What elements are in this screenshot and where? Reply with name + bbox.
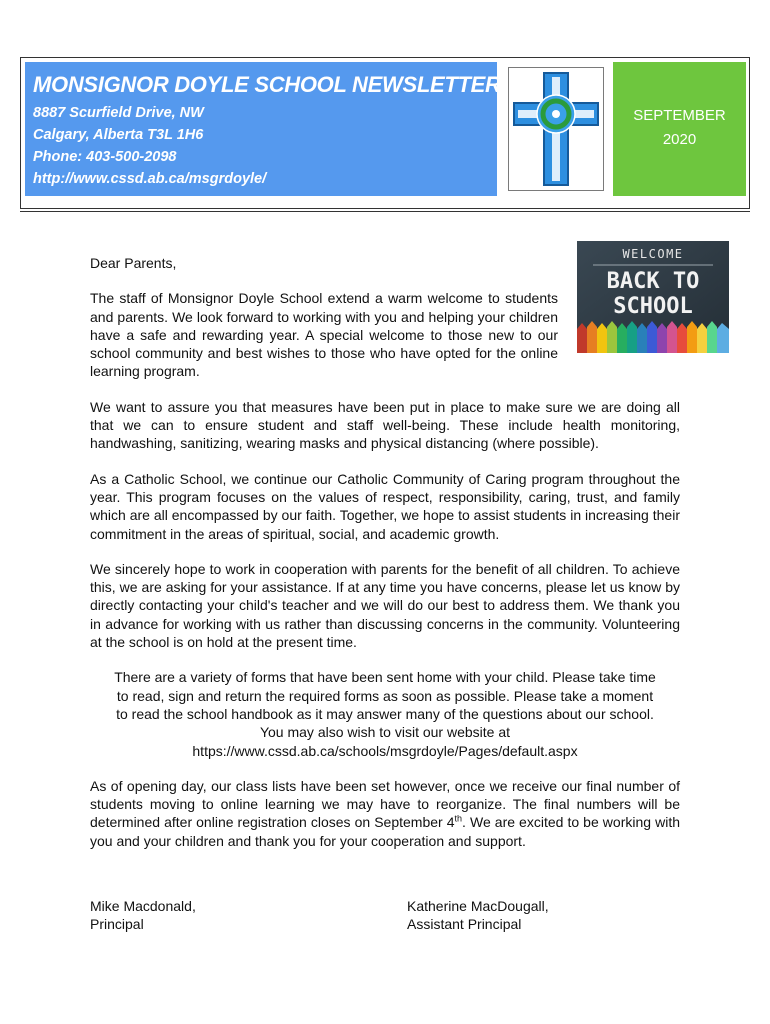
school-contact-block [33, 102, 266, 190]
paragraph-safety: We want to assure you that measures have been put in place to make sure we are doing all that we can to ensure student and staff well-being. These include health monitoring, handwashing, sanitizing, wearing masks and physical distancing (where possible). [90, 398, 680, 452]
principal-title: Principal [90, 916, 144, 933]
class-lists-text-a: As of opening day, our class lists have been set however, once we receive our final number of students moving to online learning we may have to reorganize. The final numbers will be determined after online registration closes on September 4 [90, 777, 680, 831]
newsletter-title: MONSIGNOR DOYLE SCHOOL NEWSLETTER [33, 72, 501, 97]
address-line-2: Calgary, Alberta T3L 1H6 [33, 127, 204, 143]
issue-date-panel [613, 62, 746, 196]
ordinal-suffix: th [454, 813, 463, 824]
forms-line-2: to read, sign and return the required forms as soon as possible. Please take a moment [116, 687, 654, 704]
forms-line-4: You may also wish to visit our website at [259, 724, 511, 741]
cross-logo-icon [508, 67, 604, 191]
back-to-text: BACK TO [606, 269, 700, 294]
school-logo [508, 67, 604, 191]
issue-year: 2020 [662, 131, 697, 148]
welcome-text: WELCOME [622, 247, 684, 261]
header-info-panel [25, 62, 501, 196]
website-link[interactable]: http://www.cssd.ab.ca/msgrdoyle/ [33, 171, 267, 187]
paragraph-class-lists [90, 777, 680, 850]
principal-name: Mike Macdonald, [90, 898, 196, 914]
paragraph-catholic-community: As a Catholic School, we continue our Catholic Community of Caring program throughout the year. This program focuses on the values of respect, responsibility, caring, trust, and family which are all encompassed by our faith. Together, we hope to assist students in increasing their commitment in the areas of spiritual, social, and academic growth. [90, 470, 680, 542]
letter-body [90, 254, 680, 867]
assistant-principal-name: Katherine MacDougall, [407, 898, 549, 914]
phone-number: Phone: 403-500-2098 [33, 149, 177, 165]
header-divider [20, 211, 750, 212]
forms-line-3: to read the school handbook as it may answer many of the questions about our school. [116, 705, 654, 722]
paragraph-cooperation: We sincerely hope to work in cooperation with parents for the benefit of all children. To achieve this, we are asking for your assistance. If at any time you have concerns, please let us know by directly contacting your child's teacher and we will do our best to address them. We thank you in advance for working with us rather than discussing concerns in the community. Volunteering at the school is on hold at the present time. [90, 560, 680, 651]
assistant-principal-signature [407, 897, 549, 934]
principal-signature [90, 897, 196, 934]
school-website-url[interactable]: https://www.cssd.ab.ca/schools/msgrdoyle/Pages/default.aspx [192, 742, 578, 759]
assistant-principal-title: Assistant Principal [407, 916, 522, 933]
address-line-1: 8887 Scurfield Drive, NW [33, 105, 204, 121]
paragraph-forms [90, 668, 680, 759]
salutation: Dear Parents, [90, 255, 177, 271]
forms-line-1: There are a variety of forms that have been sent home with your child. Please take time [114, 669, 656, 686]
class-lists-text-b: . We are excited to be working with you and your children and thank you for your cooperation and support. [90, 814, 680, 849]
issue-month: SEPTEMBER [633, 107, 726, 124]
school-text: SCHOOL [613, 294, 693, 319]
paragraph-welcome: The staff of Monsignor Doyle School extend a warm welcome to students and parents. We look forward to working with you and helping your children have a safe and rewarding year. A special welcome to those new to our school community and best wishes to those who have opted for the online learning program. [90, 290, 558, 380]
